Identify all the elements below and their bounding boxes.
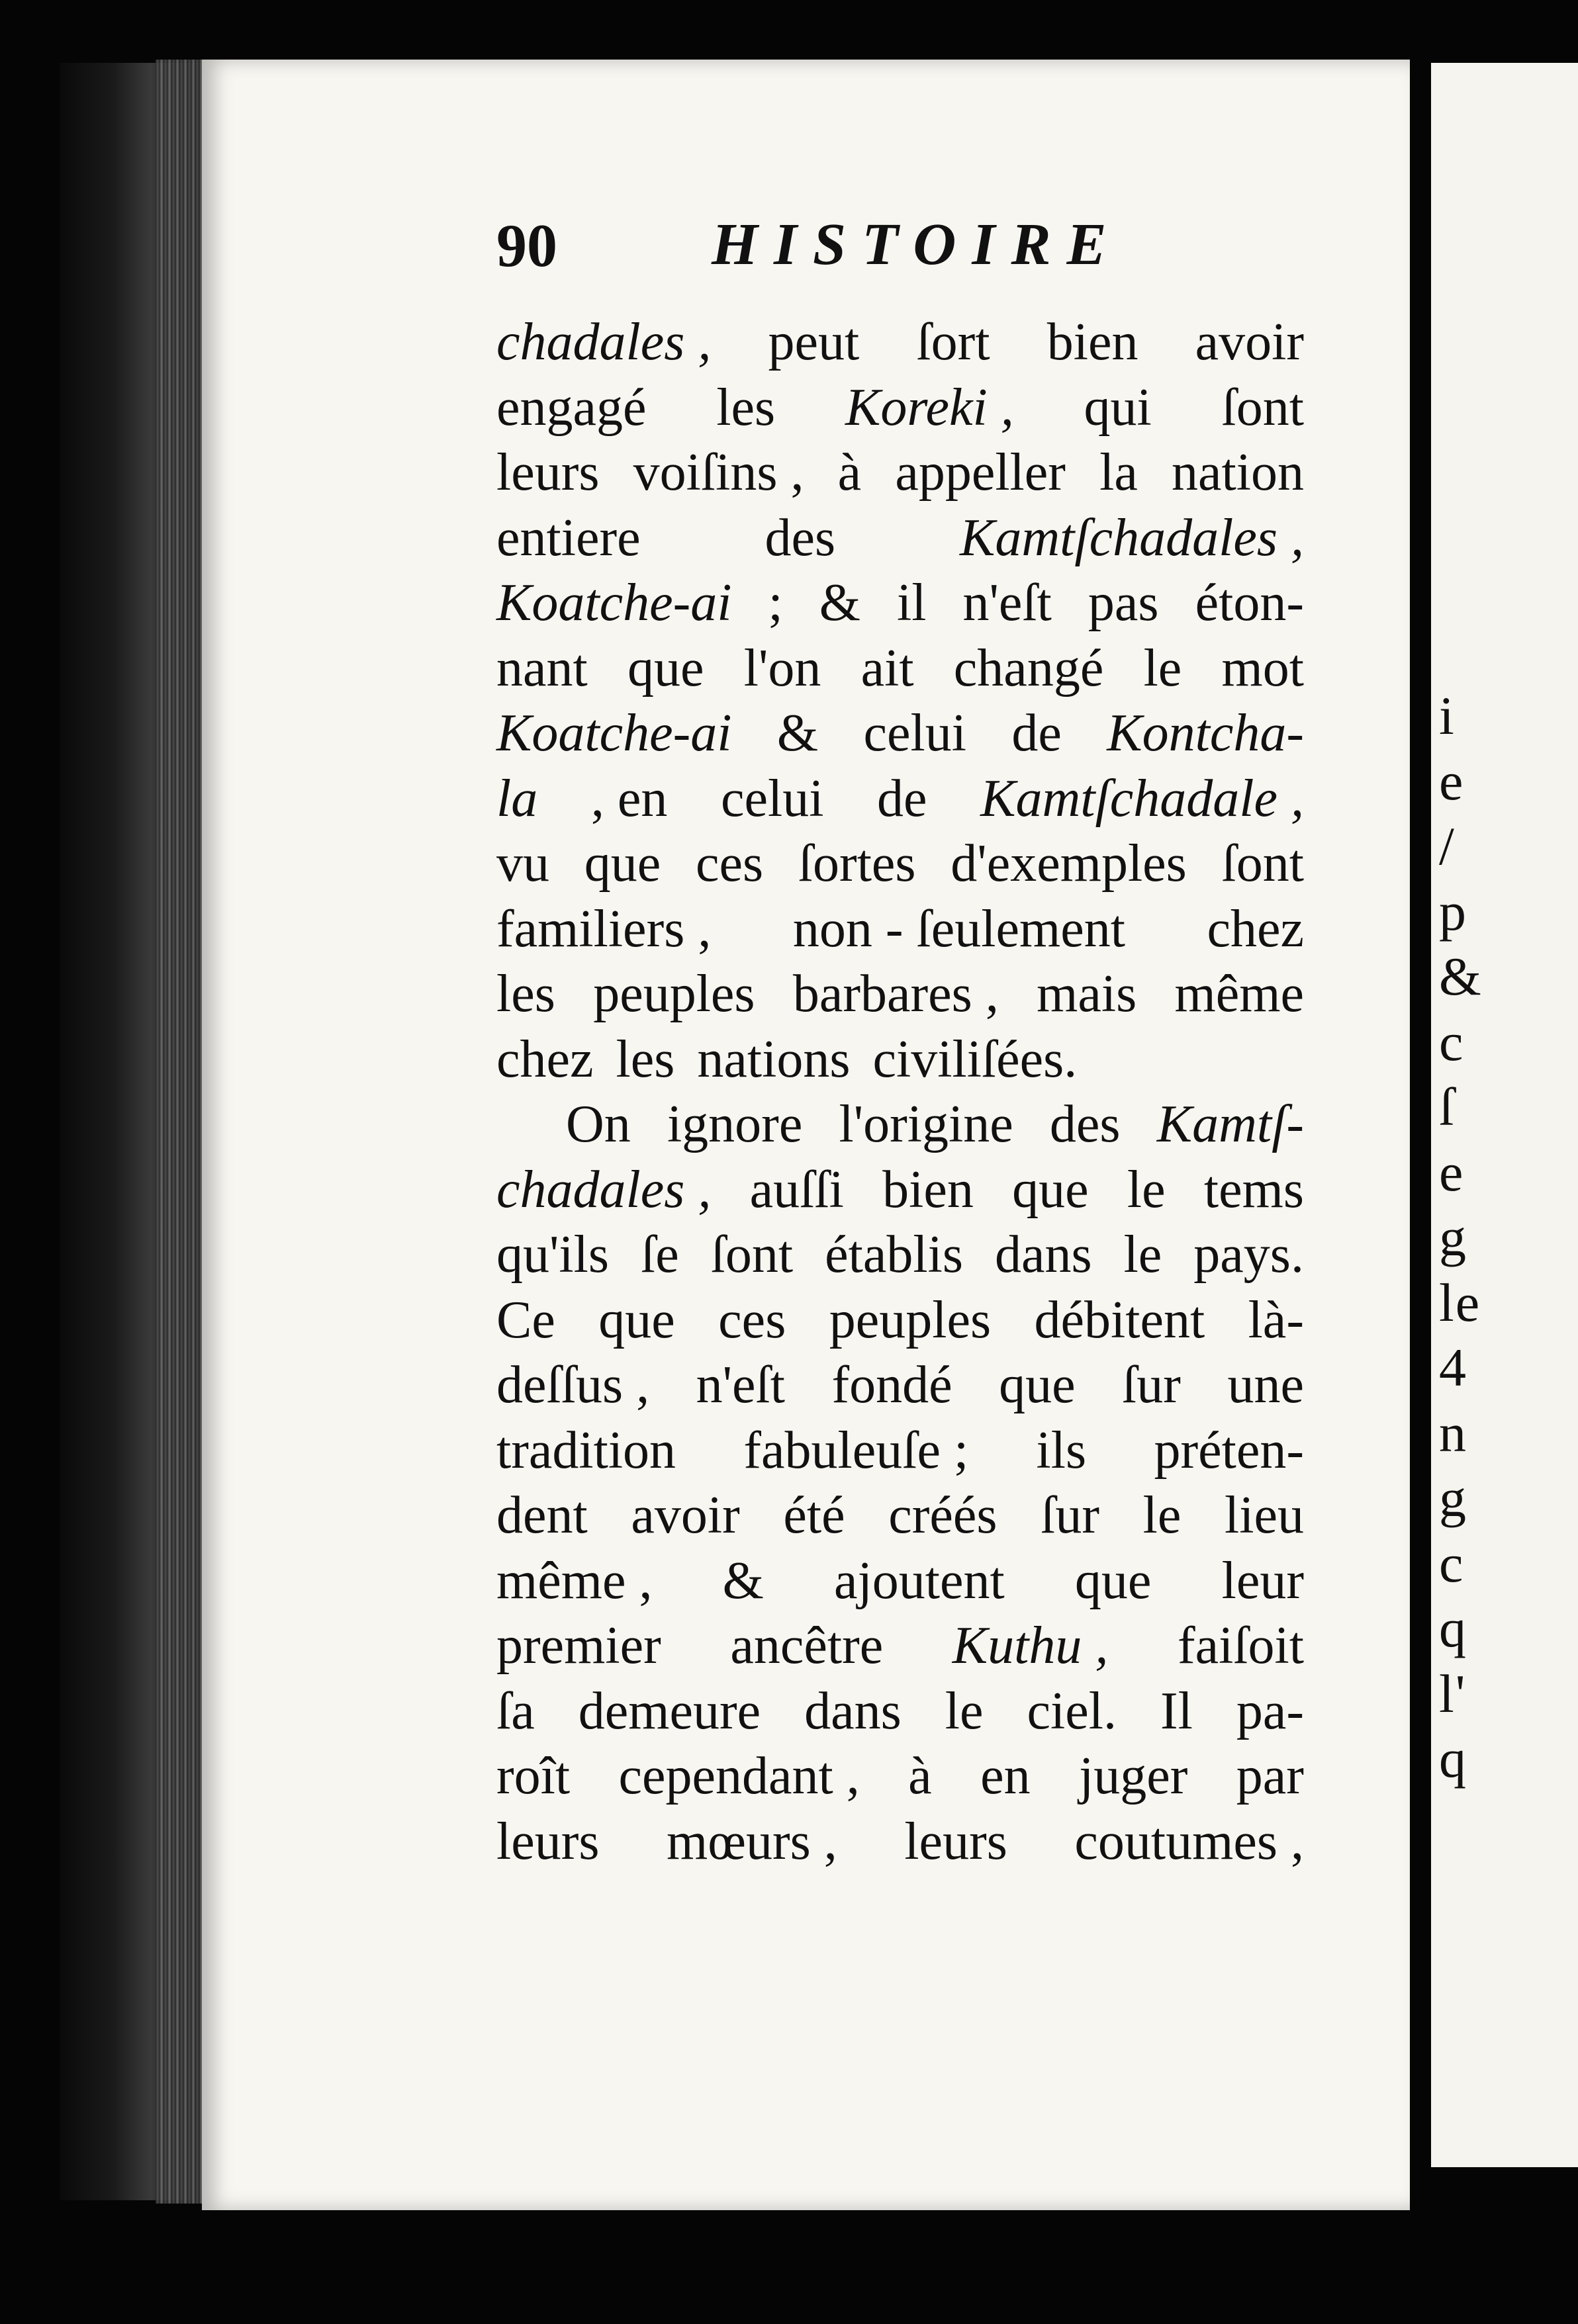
word: auſſi: [749, 1160, 844, 1219]
word: bien: [1046, 313, 1138, 371]
facing-page-fragment: q: [1439, 1598, 1467, 1658]
word: avoir: [1195, 313, 1304, 371]
page-number: 90: [496, 212, 557, 279]
word: n'eſt: [962, 574, 1052, 632]
word: peuples: [829, 1290, 992, 1349]
word: ſur: [1041, 1486, 1100, 1544]
word: les: [616, 1030, 675, 1089]
word: que: [999, 1356, 1076, 1414]
word: Il: [1160, 1681, 1193, 1740]
word: Koatche-ai: [496, 574, 732, 632]
facing-page-fragment: /: [1439, 816, 1456, 876]
word: voiſins ,: [633, 443, 804, 502]
body-text: [496, 310, 1304, 1874]
word: ciel.: [1027, 1681, 1117, 1740]
text-line: [496, 766, 1304, 832]
word: dans: [994, 1226, 1092, 1284]
word: Koreki ,: [845, 378, 1014, 437]
word: demeure: [578, 1681, 761, 1740]
text-line: [496, 1809, 1304, 1875]
word: le: [1127, 1160, 1166, 1219]
word: nations: [697, 1030, 851, 1089]
word: le: [1142, 1486, 1182, 1544]
word: Kamtſchadale ,: [980, 769, 1304, 828]
word: ſa: [496, 1681, 535, 1740]
word: une: [1227, 1356, 1304, 1414]
word: même ,: [496, 1551, 653, 1610]
facing-page-fragment: 4: [1439, 1337, 1467, 1398]
word: été: [783, 1486, 845, 1544]
word: mœurs ,: [667, 1812, 837, 1871]
word: établis: [825, 1226, 963, 1284]
word: même: [1174, 965, 1304, 1023]
word: celui: [720, 769, 824, 828]
word: chez: [1207, 899, 1304, 958]
word: ajoutent: [834, 1551, 1005, 1610]
running-title: HISTOIRE: [712, 212, 1123, 277]
word: chez: [496, 1030, 594, 1089]
facing-page-fragment: i: [1439, 686, 1456, 746]
word: changé: [953, 639, 1104, 697]
word: Koatche-ai: [496, 704, 732, 762]
word: là-: [1248, 1290, 1304, 1349]
text-line: [496, 570, 1304, 636]
text-line: [496, 701, 1304, 766]
word: civiliſées.: [872, 1030, 1078, 1089]
word: &: [776, 704, 819, 762]
word: entiere: [496, 508, 641, 567]
word: Ce: [496, 1290, 555, 1349]
text-line: [496, 1222, 1304, 1288]
text-line: [496, 1418, 1304, 1484]
word: ſortes: [798, 834, 916, 893]
word: mais: [1037, 965, 1137, 1023]
text-line: [496, 1353, 1304, 1418]
word: peuples: [593, 965, 755, 1023]
word: &: [722, 1551, 764, 1610]
word: On: [566, 1095, 631, 1153]
word: leur: [1221, 1551, 1304, 1610]
word: non - ſeulement: [792, 899, 1125, 958]
word: nant: [496, 639, 588, 697]
word: par: [1236, 1747, 1304, 1805]
word: fondé: [831, 1356, 952, 1414]
word: créés: [888, 1486, 998, 1544]
word: ſont: [1221, 834, 1304, 893]
text-line: [496, 1679, 1304, 1744]
page-edges: [156, 60, 209, 2204]
word: fabuleuſe ;: [743, 1421, 969, 1480]
facing-page-fragment: c: [1439, 1011, 1465, 1072]
word: celui: [863, 704, 966, 762]
word: Kamtſ-: [1156, 1095, 1304, 1153]
word: coutumes ,: [1074, 1812, 1304, 1871]
text-line: [496, 1613, 1304, 1679]
word: n'eſt: [696, 1356, 785, 1414]
word: qu'ils: [496, 1226, 609, 1284]
word: deſſus ,: [496, 1356, 650, 1414]
word: les: [716, 378, 776, 437]
text-line: [496, 961, 1304, 1027]
word: chadales ,: [496, 1160, 712, 1219]
word: la: [496, 769, 538, 828]
word: avoir: [631, 1486, 740, 1544]
word: ;: [768, 574, 783, 632]
word: que: [1074, 1551, 1152, 1610]
word: ces: [718, 1290, 786, 1349]
word: que: [1012, 1160, 1089, 1219]
word: mot: [1221, 639, 1304, 697]
word: ils: [1036, 1421, 1087, 1480]
text-line: [496, 506, 1304, 571]
facing-page-fragment: e: [1439, 1141, 1465, 1202]
word: que: [598, 1290, 675, 1349]
text-line: [496, 1027, 1304, 1093]
word: ait: [860, 639, 914, 697]
word: Kontcha-: [1107, 704, 1304, 762]
facing-page-fragment: ſ: [1439, 1077, 1456, 1137]
text-line: [496, 1744, 1304, 1809]
word: la: [1099, 443, 1138, 502]
word: faiſoit: [1177, 1617, 1304, 1675]
facing-page-fragment: c: [1439, 1533, 1465, 1593]
word: ſur: [1122, 1356, 1181, 1414]
word: premier: [496, 1617, 661, 1675]
facing-page-edge: [1431, 63, 1578, 2167]
word: chadales ,: [496, 313, 712, 371]
page-header: [496, 210, 1357, 283]
word: Kamtſchadales ,: [960, 508, 1304, 567]
word: dent: [496, 1486, 588, 1544]
facing-page-fragment: n: [1439, 1402, 1467, 1463]
word: Kuthu ,: [952, 1617, 1109, 1675]
word: pays.: [1193, 1226, 1304, 1284]
facing-page-fragment: q: [1439, 1728, 1467, 1789]
word: ignore: [667, 1095, 803, 1153]
text-line: [496, 375, 1304, 441]
word: familiers ,: [496, 899, 712, 958]
word: lieu: [1225, 1486, 1304, 1544]
word: l'origine: [839, 1095, 1013, 1153]
word: éton-: [1195, 574, 1304, 632]
text-line: [496, 440, 1304, 506]
word: juger: [1079, 1747, 1188, 1805]
text-line: [496, 1548, 1304, 1614]
word: ces: [695, 834, 764, 893]
word: de: [1011, 704, 1062, 762]
word: de: [877, 769, 927, 828]
word: , en: [590, 769, 668, 828]
word: leurs: [904, 1812, 1007, 1871]
word: l'on: [743, 639, 821, 697]
word: d'exemples: [951, 834, 1187, 893]
word: ſort: [916, 313, 990, 371]
word: il: [897, 574, 927, 632]
word: appeller: [895, 443, 1066, 502]
word: leurs: [496, 1812, 600, 1871]
text-line: [496, 897, 1304, 962]
word: nation: [1171, 443, 1304, 502]
word: ſont: [1221, 378, 1304, 437]
word: préten-: [1154, 1421, 1304, 1480]
word: que: [627, 639, 704, 697]
word: le: [945, 1681, 984, 1740]
text-line: [496, 831, 1304, 897]
word: &: [819, 574, 860, 632]
text-line: [496, 1157, 1304, 1223]
word: que: [584, 834, 661, 893]
facing-page-fragment: g: [1439, 1468, 1467, 1528]
facing-page-fragment: e: [1439, 750, 1465, 811]
word: dans: [804, 1681, 902, 1740]
word: vu: [496, 834, 549, 893]
facing-page-fragment: g: [1439, 1207, 1467, 1267]
word: engagé: [496, 378, 647, 437]
facing-page-fragment: p: [1439, 881, 1467, 942]
word: roît: [496, 1747, 571, 1805]
word: des: [765, 508, 836, 567]
word: qui: [1084, 378, 1152, 437]
word: à: [837, 443, 862, 502]
word: le: [1143, 639, 1182, 697]
word: les: [496, 965, 555, 1023]
text-line: [496, 310, 1304, 375]
word: en: [980, 1747, 1031, 1805]
word: ſe: [640, 1226, 679, 1284]
word: cependant ,: [618, 1747, 860, 1805]
text-line: [496, 1483, 1304, 1548]
facing-page-fragment: l': [1439, 1663, 1467, 1724]
word: à: [908, 1747, 932, 1805]
word: pa-: [1236, 1681, 1304, 1740]
word: ancêtre: [730, 1617, 884, 1675]
word: des: [1049, 1095, 1121, 1153]
facing-page-fragment: le: [1439, 1272, 1481, 1333]
word: tradition: [496, 1421, 676, 1480]
text-line: [496, 636, 1304, 701]
word: pas: [1088, 574, 1159, 632]
word: débitent: [1034, 1290, 1205, 1349]
word: leurs: [496, 443, 600, 502]
word: ſont: [710, 1226, 794, 1284]
word: peut: [768, 313, 860, 371]
facing-page-fragment: &: [1439, 946, 1483, 1006]
text-line: [496, 1092, 1304, 1157]
word: barbares ,: [792, 965, 999, 1023]
word: le: [1123, 1226, 1162, 1284]
text-line: [496, 1288, 1304, 1353]
word: tems: [1203, 1160, 1304, 1219]
word: bien: [882, 1160, 974, 1219]
